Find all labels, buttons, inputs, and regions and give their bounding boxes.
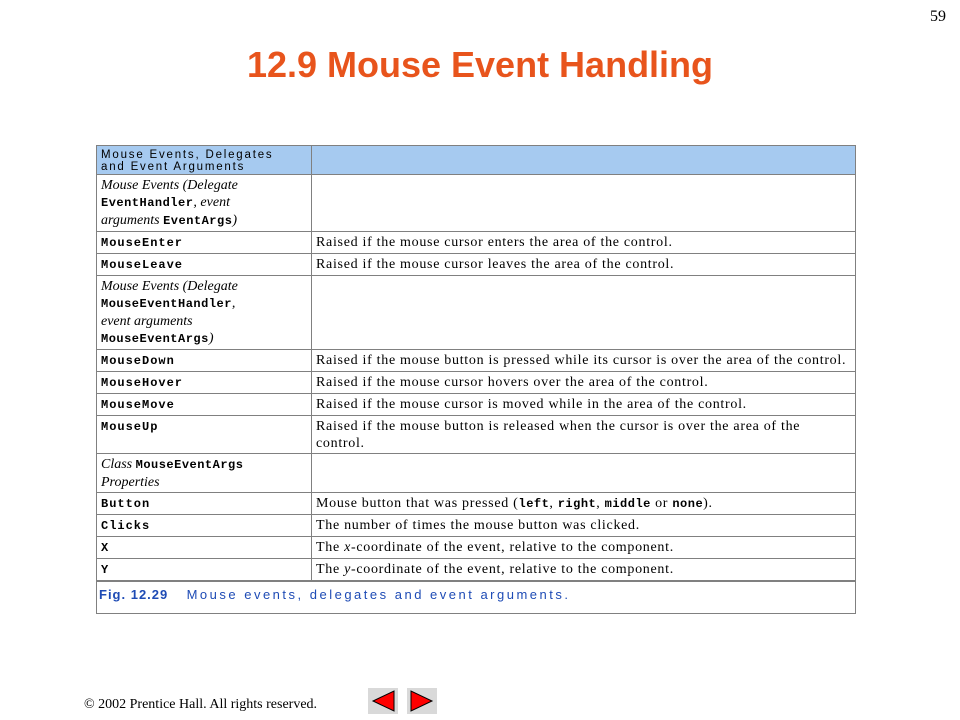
event-name-text: MouseMove [101,398,175,412]
event-name-text: MouseEnter [101,236,184,250]
desc-variable: y [344,562,351,577]
table-header-row [97,146,856,175]
property-name-text: Y [101,563,110,577]
table-row [97,559,856,582]
table-row [97,350,856,372]
property-name [97,493,312,515]
event-description: Raised if the mouse button is released when the cursor is over the area of the control. [312,416,856,454]
event-description: Raised if the mouse button is pressed while its cursor is over the area of the control. [312,350,856,372]
event-name [97,416,312,454]
desc-text: , [596,496,605,511]
section-row-mouse-event-handler [97,276,856,350]
desc-variable: x [344,540,351,555]
section-text: , event [193,195,230,210]
section-line: Mouse Events (Delegate [101,178,238,193]
table-row [97,416,856,454]
property-name-text: X [101,541,110,555]
event-name-text: MouseUp [101,420,159,434]
event-description: Raised if the mouse cursor is moved while in the area of the control. [312,394,856,416]
property-description [312,493,856,515]
args-code: MouseEventArgs [101,332,209,346]
property-description [312,537,856,559]
section-cell [97,454,312,493]
section-cell [97,175,312,232]
section-cell-empty [312,454,856,493]
header-line: and Event Arguments [101,161,246,173]
property-name-text: Clicks [101,519,151,533]
delegate-code: EventHandler [101,196,194,210]
desc-text: , [549,496,558,511]
section-line: Mouse Events (Delegate [101,279,238,294]
event-description: Raised if the mouse cursor hovers over the area of the control. [312,372,856,394]
args-code: EventArgs [163,214,233,228]
event-name [97,254,312,276]
table-row [97,493,856,515]
page-number: 59 [930,8,946,25]
section-cell-empty [312,276,856,350]
table-row [97,254,856,276]
table-row [97,537,856,559]
section-text: ) [232,213,238,228]
delegate-code: MouseEventHandler [101,297,232,311]
desc-text: or [650,496,673,511]
section-line [101,295,307,313]
caption-row [97,581,856,614]
next-slide-button[interactable] [407,688,437,714]
section-line [101,194,307,212]
header-cell-empty [312,146,856,175]
desc-code: right [557,497,597,511]
slide-title: 12.9 Mouse Event Handling [246,44,714,85]
desc-code: left [518,497,550,511]
event-name [97,372,312,394]
mouse-events-table [96,145,856,614]
header-line: Mouse Events, Delegates [101,149,274,161]
event-description: Raised if the mouse cursor enters the area of the control. [312,232,856,254]
desc-text: The [316,562,345,577]
figure-label: Fig. 12.29 [99,587,169,602]
copyright-notice: © 2002 Prentice Hall. All rights reserved. [84,697,318,712]
event-name-text: MouseHover [101,376,184,390]
section-row-event-handler [97,175,856,232]
section-cell [97,276,312,350]
event-description: Raised if the mouse cursor leaves the area of the control. [312,254,856,276]
desc-text: The [316,540,345,555]
section-line [101,330,307,348]
caption-cell [97,581,856,614]
event-name [97,394,312,416]
section-row-mouse-event-args [97,454,856,493]
property-name-text: Button [101,497,151,511]
section-cell-empty [312,175,856,232]
section-line: event arguments [101,314,193,329]
section-text: arguments [101,213,164,228]
desc-text: -coordinate of the event, relative to the component. [351,562,674,577]
event-name [97,232,312,254]
desc-code: middle [604,497,651,511]
property-name [97,537,312,559]
section-line [101,456,307,474]
table-row [97,232,856,254]
desc-text: Mouse button that was pressed ( [316,496,519,511]
section-text: Class [101,457,136,472]
figure-caption: Mouse events, delegates and event arguments. [186,587,571,602]
property-description: The number of times the mouse button was clicked. [312,515,856,537]
table-row [97,372,856,394]
event-name [97,350,312,372]
section-text: ) [208,331,214,346]
header-cell [97,146,312,175]
table-row [97,515,856,537]
section-line [101,212,307,230]
property-description [312,559,856,582]
table-row [97,394,856,416]
property-name [97,515,312,537]
class-code: MouseEventArgs [135,458,244,472]
desc-text: -coordinate of the event, relative to the component. [351,540,674,555]
desc-code: none [672,497,704,511]
event-name-text: MouseDown [101,354,175,368]
section-line: Properties [101,475,160,490]
section-text: , [231,296,236,311]
desc-text: ). [703,496,713,511]
event-name-text: MouseLeave [101,258,184,272]
property-name [97,559,312,582]
previous-slide-button[interactable] [368,688,398,714]
